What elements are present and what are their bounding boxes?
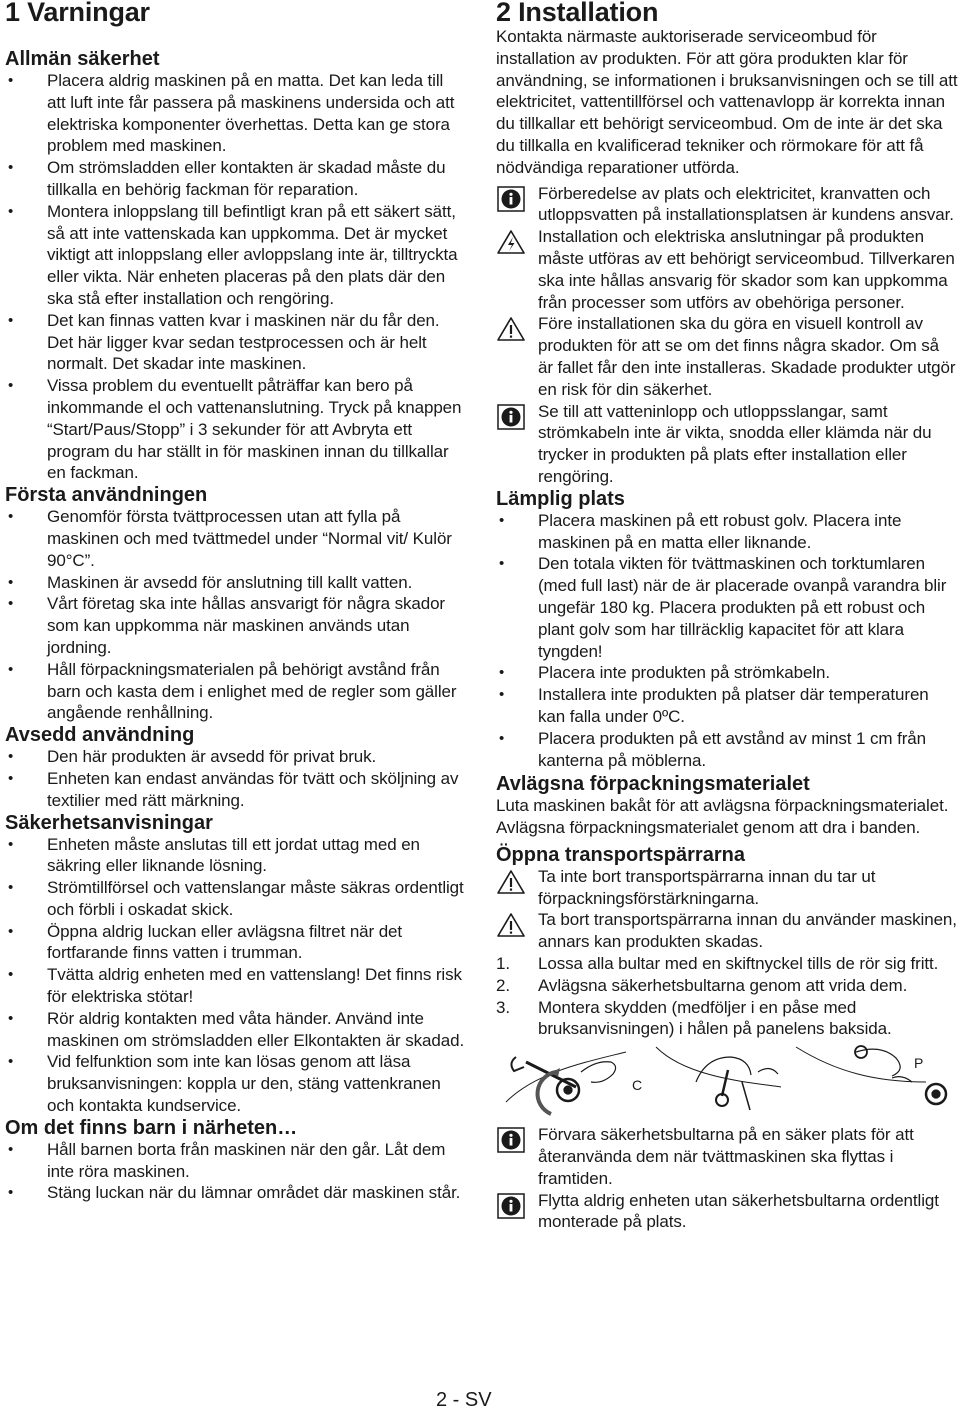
figure-label-p: P bbox=[914, 1055, 924, 1072]
list-item: • Stäng luckan när du lämnar området där maskinen står. bbox=[8, 1183, 461, 1203]
transport-lock-diagram bbox=[496, 1042, 958, 1122]
step-item: 3. Montera skydden (medföljer i en påse med bruksanvisningen) i hålen på panelens baksida. bbox=[496, 997, 892, 1039]
info-icon bbox=[497, 186, 525, 212]
bolt-removal-illustration bbox=[656, 1047, 781, 1110]
bullet-icon: • bbox=[8, 660, 14, 678]
bullet-icon: • bbox=[8, 1053, 14, 1071]
list-item: • Placera produkten på ett avstånd av minst 1 cm från kanterna på möblerna. bbox=[499, 728, 926, 770]
remove-packaging-text: Luta maskinen bakåt för att avlägsna förpackningsmaterialet. Avlägsna förpackningsmaterialet genom att dra i banden. bbox=[496, 796, 949, 838]
bullet-icon: • bbox=[499, 729, 505, 747]
safety-instructions-list bbox=[5, 834, 465, 1117]
installation-intro: Kontakta närmaste auktoriserade serviceombud för installation av produkten. För att göra produkten klar för användning, se informationen i bruksanvisningen och se till att elektricitet, vattentillförsel och vattenavlopp är korrekta innan du tillkallar ett behörigt serviceombud. Om de inte är det ska du tillkalla en kvalificerad tekniker och rörmokare för att få nödvändiga reparationer utförda. bbox=[496, 27, 958, 177]
note-site-preparation: Förberedelse av plats och elektricitet, kranvatten och utloppsvatten på installationsplatsen är kundens ansvar. bbox=[496, 183, 958, 227]
bullet-icon: • bbox=[8, 202, 14, 220]
list-item: • Håll barnen borta från maskinen när den går. Låt dem inte röra maskinen. bbox=[8, 1139, 446, 1181]
heading-general-safety: Allmän säkerhet bbox=[5, 48, 160, 70]
list-item: • Vårt företag ska inte hållas ansvarigt för några skador som kan uppkomma när maskinen används utan jordning. bbox=[8, 594, 445, 657]
list-item: • Håll förpackningsmaterialen på behörigt avstånd från barn och kasta dem i enlighet med de regler som gäller angående renhållning. bbox=[8, 659, 457, 723]
note-hoses-cable: Se till att vatteninlopp och utloppsslangar, samt strömkabeln inte är vikta, snodda eller klämda när du trycker in produkten på plats efter installation eller rengöring. bbox=[496, 401, 958, 488]
list-item: • Placera inte produkten på strömkabeln. bbox=[499, 663, 830, 683]
note-never-move-without-bolts: Flytta aldrig enheten utan säkerhetsbultarna ordentligt monterade på plats. bbox=[496, 1190, 958, 1234]
heading-suitable-location: Lämplig plats bbox=[496, 487, 625, 510]
step-item: 1. Lossa alla bultar med en skiftnyckel tills de rör sig fritt. bbox=[496, 954, 939, 974]
bullet-icon: • bbox=[8, 1140, 14, 1158]
figure-label-c: C bbox=[632, 1077, 643, 1094]
list-item: • Öppna aldrig luckan eller avlägsna filtret när det fortfarande finns vatten i trumman. bbox=[8, 921, 403, 963]
heading-safety-instructions: Säkerhetsanvisningar bbox=[5, 811, 213, 834]
note-store-bolts: Förvara säkerhetsbultarna på en säker plats för att återanvända dem när tvättmaskinen ska flyttas i framtiden. bbox=[496, 1124, 958, 1189]
cover-insertion-illustration bbox=[796, 1046, 946, 1104]
bullet-icon: • bbox=[499, 555, 505, 573]
bullet-icon: • bbox=[8, 72, 14, 89]
suitable-location-list bbox=[496, 510, 958, 772]
bullet-icon: • bbox=[499, 686, 505, 704]
heading-first-use: Första användningen bbox=[5, 484, 208, 507]
list-item: • Om strömsladden eller kontakten är skadad måste du tillkalla en behörig fackman för reparation. bbox=[8, 158, 446, 199]
installation-column bbox=[496, 0, 958, 1233]
heading-remove-packaging: Avlägsna förpackningsmaterialet bbox=[496, 773, 810, 796]
page-number: 2 - SV bbox=[436, 1389, 492, 1411]
electric-warning-icon bbox=[497, 229, 525, 255]
list-item: • Montera inloppslang till befintligt kran på ett säkert sätt, så att inte vattenskada kan uppkomma. Det är mycket viktigt att inloppslang eller avloppslang inte är, tilltryckta eller vikta. När enheten placeras på den plats där den ska stå efter installation och rengöring. bbox=[8, 201, 458, 308]
list-item: • Placera aldrig maskinen på en matta. Det kan leda till att luft inte får passera på maskinens undersida och att elektriska komponenter överhettas. Detta kan ge stora problem med maskinen. bbox=[8, 71, 455, 156]
list-item: • Maskinen är avsedd för anslutning till kallt vatten. bbox=[8, 572, 413, 592]
info-icon bbox=[497, 1193, 525, 1219]
first-use-list bbox=[5, 506, 465, 724]
list-item: • Enheten kan endast användas för tvätt och sköljning av textilier med rätt märkning. bbox=[8, 768, 459, 810]
warning-icon bbox=[497, 912, 525, 938]
info-icon bbox=[497, 404, 525, 430]
list-item: • Tvätta aldrig enheten med en vattenslang! Det finns risk för elektriska stötar! bbox=[8, 965, 462, 1007]
list-item: • Placera maskinen på ett robust golv. Placera inte maskinen på en matta eller liknande. bbox=[499, 510, 902, 552]
section-title-installation: 2 Installation bbox=[496, 0, 659, 27]
intended-use-list bbox=[5, 746, 465, 811]
bullet-icon: • bbox=[8, 769, 14, 787]
children-list bbox=[5, 1139, 465, 1204]
list-item: • Installera inte produkten på platser där temperaturen kan falla under 0ºC. bbox=[499, 685, 929, 726]
list-item: • Vissa problem du eventuellt påträffar kan bero på inkommande el och vattenanslutning. Tryck på knappen “Start/Paus/Stopp” i 3 sekunder för att Avbryta ett program du har ställt in för maskinen innan du tillkallar en fackman. bbox=[8, 376, 462, 483]
bullet-icon: • bbox=[8, 879, 14, 897]
bullet-icon: • bbox=[8, 311, 14, 329]
list-item: • Den totala vikten för tvättmaskinen och torktumlaren (med full last) när de är placerade ovanpå varandra blir ungefär 180 kg. Placera produkten på ett robust och plant golv som har tillräcklig kapacitet för att klara tyngden! bbox=[499, 554, 947, 661]
warning-transport-reinforcements: Ta inte bort transportspärrarna innan du tar ut förpackningsförstärkningarna. bbox=[496, 866, 958, 910]
bullet-icon: • bbox=[8, 595, 14, 613]
list-item: • Genomför första tvättprocessen utan att fylla på maskinen och med tvättmedel under “Normal vit/ Kulör 90°C”. bbox=[8, 507, 452, 570]
warning-icon bbox=[497, 316, 525, 342]
list-item: • Strömtillförsel och vattenslangar måste säkras ordentligt och förbli i oskadat skick. bbox=[8, 878, 464, 919]
heading-transport-locks: Öppna transportspärrarna bbox=[496, 843, 745, 866]
warnings-column bbox=[5, 0, 465, 1204]
bullet-icon: • bbox=[8, 508, 14, 526]
bullet-icon: • bbox=[8, 159, 14, 177]
info-icon bbox=[497, 1127, 525, 1153]
note-visual-check: Före installationen ska du göra en visuell kontroll av produkten för att se om det finns några skador. Om så är fallet får den inte installeras. Skadade produkter utgör en risk för din säkerhet. bbox=[496, 313, 958, 400]
bullet-icon: • bbox=[8, 1009, 14, 1027]
heading-children-nearby: Om det finns barn i närheten… bbox=[5, 1116, 298, 1139]
bullet-icon: • bbox=[8, 966, 14, 984]
step-item: 2. Avlägsna säkerhetsbultarna genom att vrida dem. bbox=[496, 975, 908, 995]
list-item: • Det kan finnas vatten kvar i maskinen när du får den. Det här ligger kvar sedan testprocessen och är helt normalt. Det skadar inte maskinen. bbox=[8, 310, 440, 374]
bullet-icon: • bbox=[499, 664, 505, 682]
list-item: • Vid felfunktion som inte kan lösas genom att läsa bruksanvisningen: koppla ur den, stäng vattenkranen och kontakta kundservice. bbox=[8, 1052, 441, 1116]
note-electrical-installation: Installation och elektriska anslutningar på produkten måste utföras av ett behörigt serviceombud. Tillverkaren ska inte hållas ansvarig för skador som kan uppkomma från processer som utförs av obehöriga personer. bbox=[496, 226, 958, 313]
bullet-icon: • bbox=[8, 922, 14, 940]
section-title-warnings: 1 Varningar bbox=[5, 0, 150, 27]
wrench-illustration bbox=[506, 1052, 626, 1114]
warning-remove-locks: Ta bort transportspärrarna innan du använder maskinen, annars kan produkten skadas. bbox=[496, 909, 958, 953]
list-item: • Rör aldrig kontakten med våta händer. Använd inte maskinen om strömsladden eller Elkontakten är skadad. bbox=[8, 1008, 465, 1050]
general-safety-list bbox=[5, 70, 465, 484]
list-item: • Enheten måste anslutas till ett jordat uttag med en säkring eller liknande lösning. bbox=[8, 834, 420, 876]
bullet-icon: • bbox=[8, 835, 14, 853]
heading-intended-use: Avsedd användning bbox=[5, 724, 195, 747]
bullet-icon: • bbox=[499, 511, 505, 529]
list-item: • Den här produkten är avsedd för privat bruk. bbox=[8, 747, 377, 767]
transport-lock-illustration bbox=[496, 1042, 958, 1122]
transport-steps-list bbox=[496, 953, 958, 1040]
warning-icon bbox=[497, 869, 525, 895]
bullet-icon: • bbox=[8, 748, 14, 766]
bullet-icon: • bbox=[8, 1184, 14, 1202]
bullet-icon: • bbox=[8, 377, 14, 395]
bullet-icon: • bbox=[8, 573, 14, 591]
